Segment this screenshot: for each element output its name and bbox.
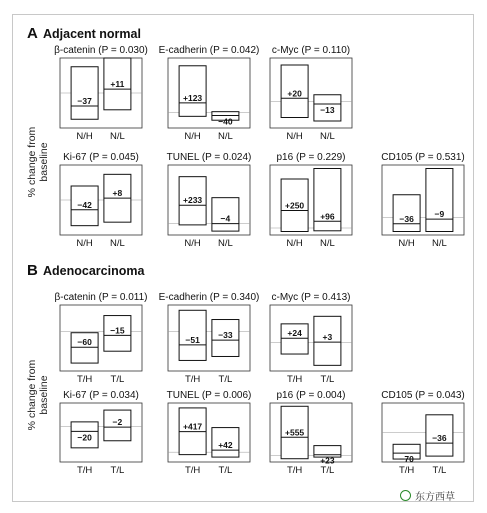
panel-title-p-value: (P = 0.043) [415, 390, 465, 401]
box-median-label: +417 [183, 421, 203, 432]
x-tick-label: T/H [184, 465, 201, 476]
panel-title-name: c-Myc [271, 45, 302, 56]
panel-title-name: c-Myc [271, 292, 301, 303]
x-tick-label: N/L [320, 238, 335, 249]
x-tick-label: N/H [398, 238, 415, 249]
x-tick-label: N/H [286, 238, 303, 249]
box-median-label: +233 [183, 195, 203, 206]
watermark [400, 488, 455, 503]
panel-title-p-value: (P = 0.531) [415, 152, 465, 163]
panel-title-name: CD105 [381, 152, 416, 163]
panel-title-p-value: (P = 0.034) [89, 390, 139, 401]
x-tick-label: N/H [286, 131, 303, 142]
box-median-label: −9 [434, 209, 445, 220]
box-median-label: −15 [110, 325, 125, 336]
box-median-label: −13 [320, 105, 335, 116]
box-median-label: −4 [220, 213, 231, 224]
panel-title-p-value: (P = 0.024) [201, 152, 252, 163]
box-median-label: −70 [399, 454, 414, 465]
panel-title-p-value: (P = 0.229) [295, 152, 346, 163]
x-tick-label: T/H [76, 374, 93, 385]
y-axis-label-line: % change from [26, 126, 38, 198]
box-median-label: +250 [285, 200, 305, 211]
x-tick-label: T/H [286, 374, 303, 385]
x-tick-label: N/L [218, 238, 233, 249]
panel-title-p-value: (P = 0.045) [89, 152, 139, 163]
panel-title-p-value: (P = 0.340) [209, 292, 260, 303]
panel-title-p-value: (P = 0.413) [300, 292, 351, 303]
panel-title-name: TUNEL [166, 390, 202, 401]
panel-title-name: E-cadherin [158, 292, 210, 303]
box-median-label: +8 [112, 188, 123, 199]
x-tick-label: T/L [110, 465, 125, 476]
x-tick-label: T/L [110, 374, 125, 385]
box-median-label: −20 [77, 432, 92, 443]
x-tick-label: T/L [218, 374, 233, 385]
x-tick-label: T/H [76, 465, 93, 476]
x-tick-label: T/L [432, 465, 447, 476]
box-median-label: −2 [112, 417, 123, 428]
y-axis-label-line: baseline [38, 375, 50, 415]
x-tick-label: N/H [76, 238, 93, 249]
box-median-label: −51 [185, 334, 200, 345]
x-tick-label: N/H [184, 238, 201, 249]
panel-title-name: β-catenin [54, 45, 99, 56]
box-median-label: −33 [218, 330, 233, 341]
panel-title-name: p16 [276, 390, 296, 401]
panel-title-p-value: (P = 0.042) [209, 45, 260, 56]
x-tick-label: N/L [110, 238, 125, 249]
x-tick-label: T/L [320, 374, 335, 385]
box-median-label: −42 [77, 199, 92, 210]
panel-title-name: CD105 [381, 390, 416, 401]
box-median-label: +96 [320, 211, 335, 222]
section-label: B [27, 262, 38, 279]
box-median-label: +555 [285, 427, 305, 438]
box-median-label: −37 [77, 95, 92, 106]
panel-title-name: Ki-67 [63, 152, 90, 163]
section-label: A [27, 25, 38, 42]
section-title: Adjacent normal [43, 27, 141, 41]
box-median-label: +42 [218, 440, 233, 451]
figure-border [12, 14, 474, 502]
x-tick-label: T/H [184, 374, 201, 385]
section-title: Adenocarcinoma [43, 264, 145, 278]
y-axis-label-line: % change from [26, 359, 38, 431]
x-tick-label: N/L [110, 131, 125, 142]
panel-title-name: p16 [276, 152, 296, 163]
panel-title-p-value: (P = 0.030) [98, 45, 148, 56]
box-median-label: −40 [218, 116, 233, 127]
box-median-label: +20 [287, 88, 302, 99]
panel-title-p-value: (P = 0.011) [98, 292, 148, 303]
panel-title-name: Ki-67 [63, 390, 90, 401]
box-median-label: +3 [322, 332, 333, 343]
x-tick-label: N/L [320, 131, 335, 142]
x-tick-label: N/H [76, 131, 93, 142]
panel-title-p-value: (P = 0.006) [201, 390, 252, 401]
panel-title-p-value: (P = 0.110) [301, 45, 351, 56]
box-median-label: −36 [399, 213, 414, 224]
x-tick-label: N/L [218, 131, 233, 142]
x-tick-label: T/H [286, 465, 303, 476]
watermark-text: 东方西草 [415, 492, 455, 503]
panel-title-p-value: (P = 0.004) [295, 390, 346, 401]
box-median-label: +123 [183, 92, 203, 103]
y-axis-label-line: baseline [38, 142, 50, 182]
box-median-label: +11 [110, 79, 125, 90]
panel-title-name: β-catenin [54, 292, 99, 303]
x-tick-label: N/H [184, 131, 201, 142]
wechat-logo-icon [400, 490, 411, 501]
x-tick-label: N/L [432, 238, 447, 249]
box-median-label: +23 [320, 455, 335, 466]
box-median-label: −60 [77, 337, 92, 348]
box-median-label: +24 [287, 328, 302, 339]
box-median-label: −36 [432, 433, 447, 444]
x-tick-label: T/L [218, 465, 233, 476]
x-tick-label: T/L [320, 465, 335, 476]
x-tick-label: T/H [398, 465, 415, 476]
panel-title-name: TUNEL [166, 152, 202, 163]
panel-title-name: E-cadherin [158, 45, 210, 56]
